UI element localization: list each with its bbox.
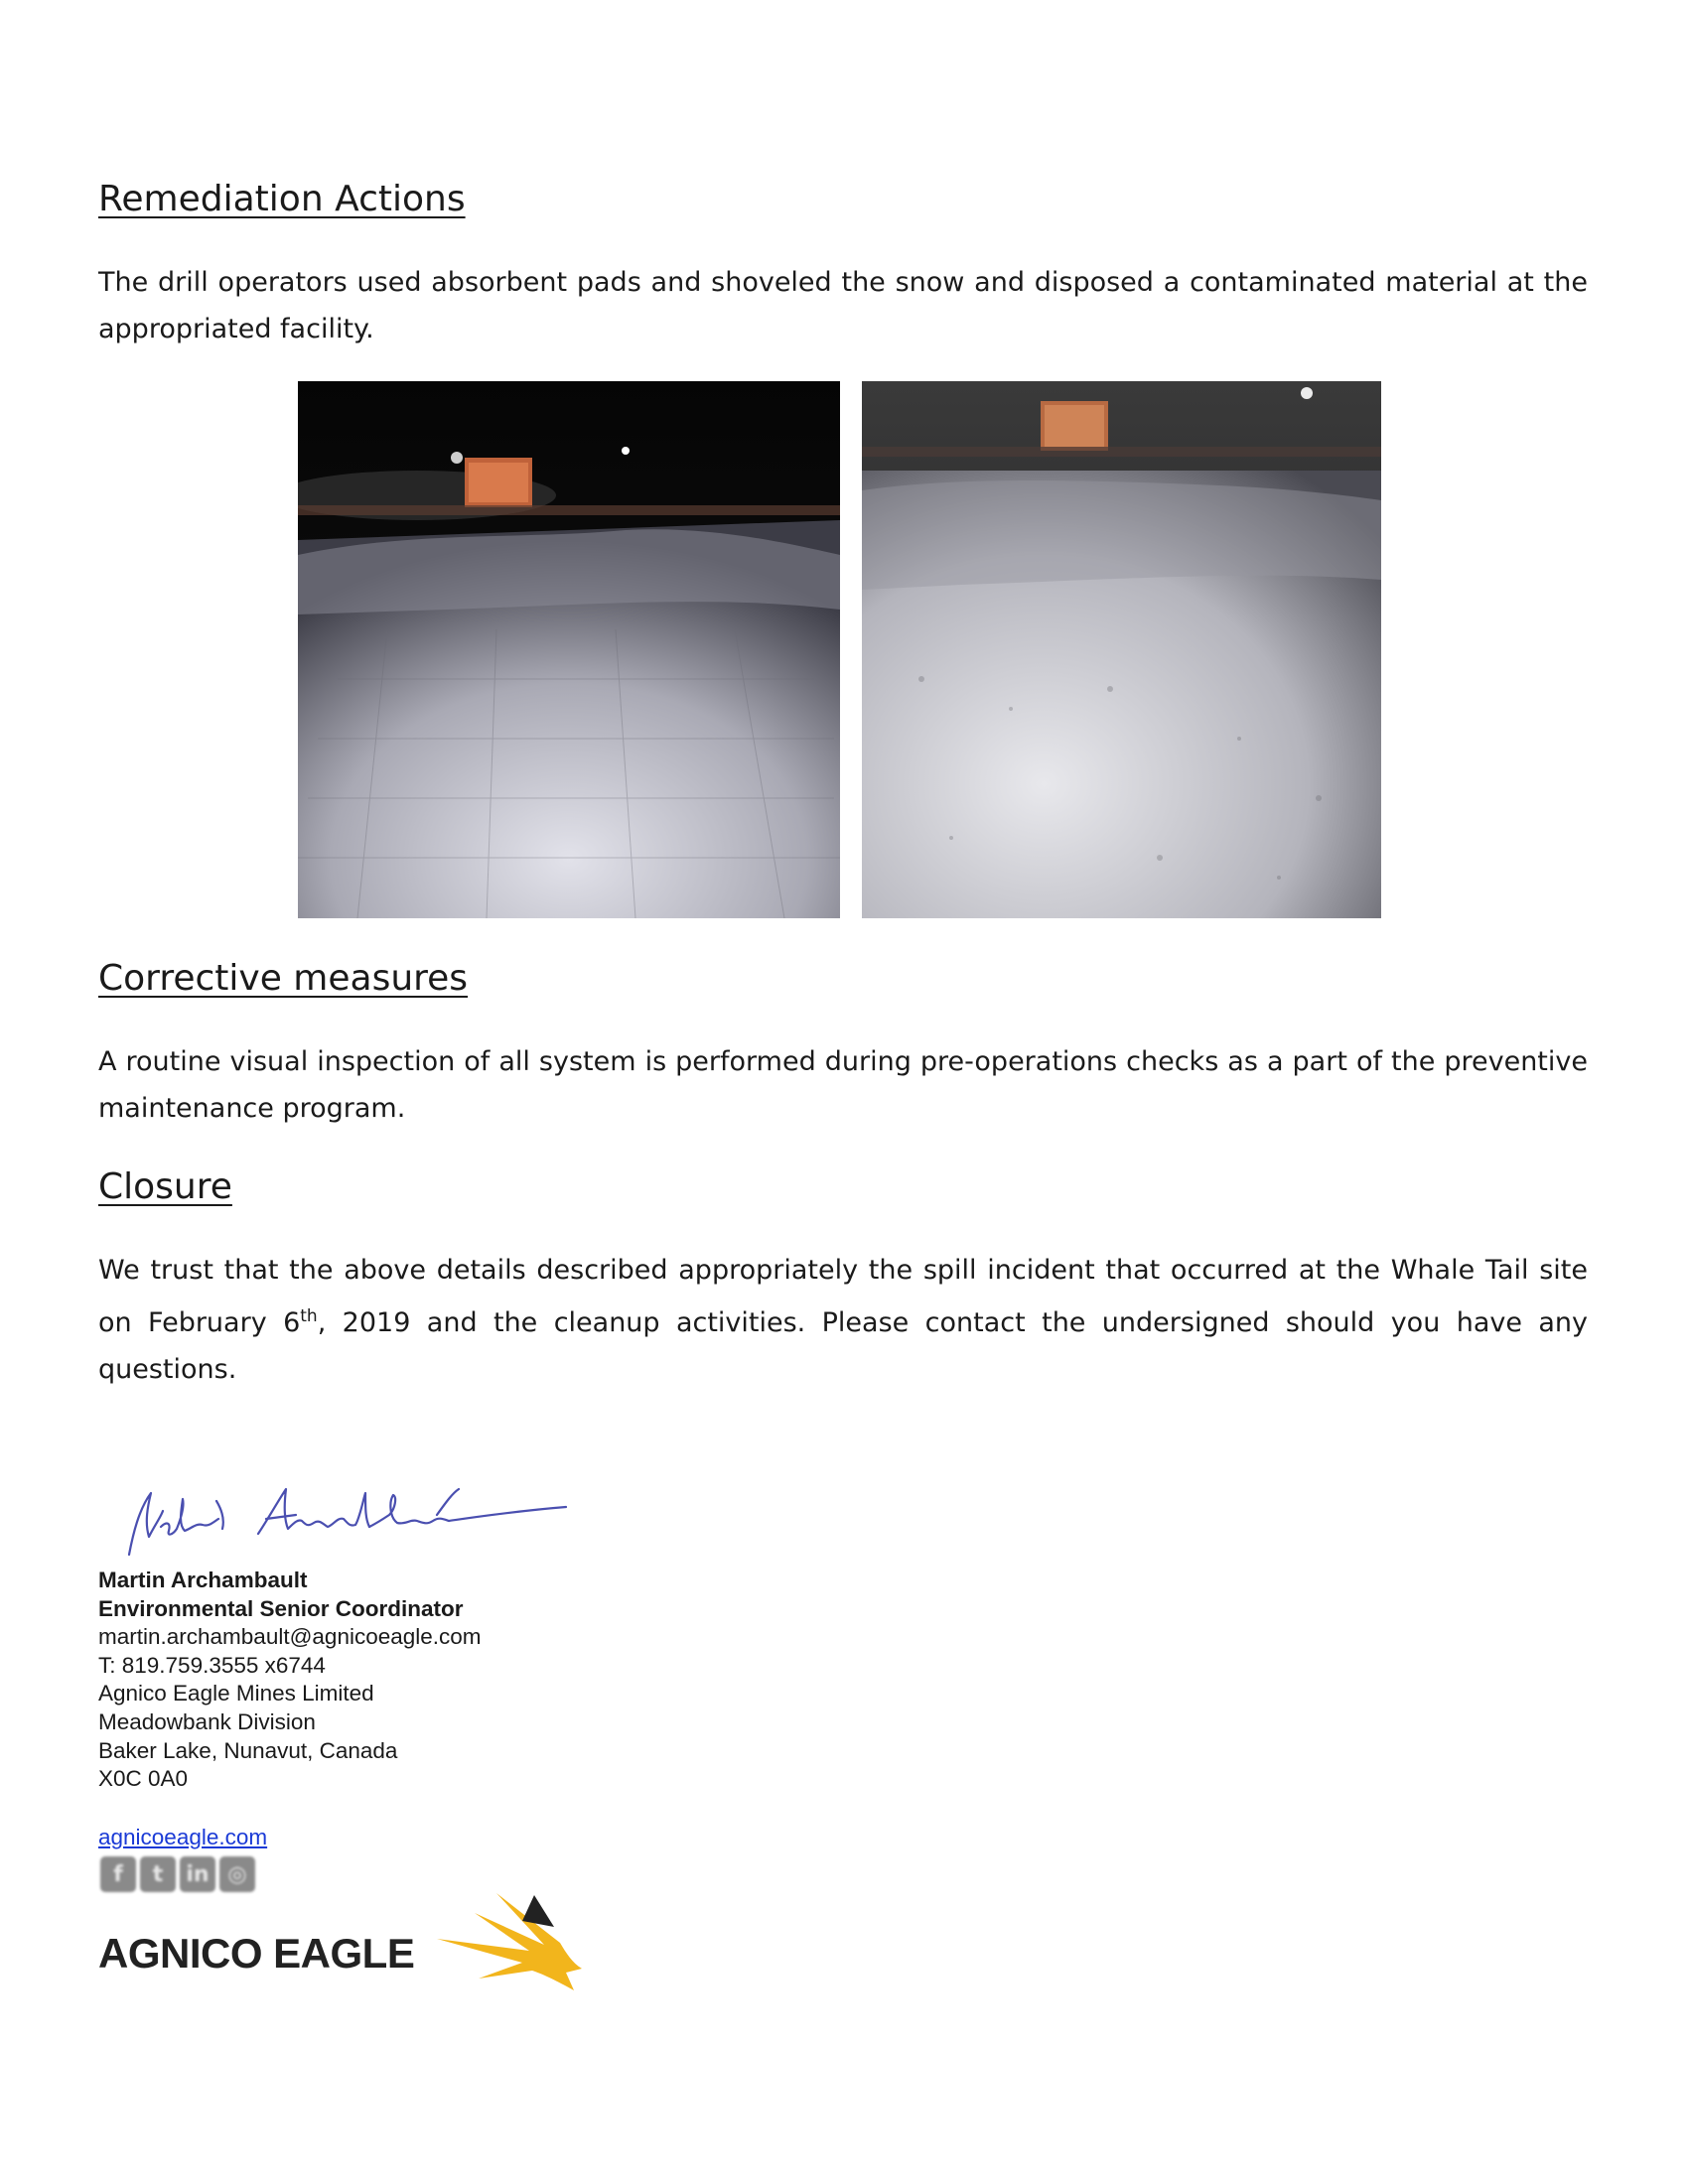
signature-block	[98, 1567, 482, 1794]
remediation-heading: Remediation Actions	[98, 179, 466, 219]
website-link[interactable]: agnicoeagle.com	[98, 1825, 268, 1849]
city-address: Baker Lake, Nunavut, Canada	[98, 1737, 398, 1763]
signatory-phone: T: 819.759.3555 x6744	[98, 1652, 326, 1678]
company-logo-text: AGNICO EAGLE	[98, 1930, 415, 1977]
instagram-icon[interactable]: ◎	[219, 1856, 255, 1892]
closure-heading: Closure	[98, 1166, 232, 1207]
signatory-email: martin.archambault@agnicoeagle.com	[98, 1624, 482, 1650]
eagle-logo-icon	[435, 1891, 584, 1995]
closure-superscript: th	[300, 1306, 318, 1326]
spill-site-photo-2	[862, 381, 1381, 918]
signatory-name: Martin Archambault	[98, 1568, 308, 1592]
postal-code: X0C 0A0	[98, 1766, 189, 1792]
closure-text-end: , 2019 and the cleanup activities. Please contact the undersigned should you have any questions.	[98, 1307, 1588, 1385]
division-name: Meadowbank Division	[98, 1708, 316, 1734]
handwritten-signature	[99, 1479, 576, 1559]
corrective-paragraph: A routine visual inspection of all system is performed during pre-operations checks as a part of the preventive maintenance program.	[98, 1046, 1588, 1124]
linkedin-icon[interactable]: in	[180, 1856, 215, 1892]
social-icons-row	[100, 1856, 255, 1892]
closure-text-start: We trust that the above details described appropriately the spill incident that occurred at the Whale Tail site on February 6	[98, 1255, 1588, 1338]
remediation-paragraph: The drill operators used absorbent pads and shoveled the snow and disposed a contaminated material at the appropriated facility.	[98, 267, 1588, 344]
twitter-icon[interactable]: t	[140, 1856, 176, 1892]
corrective-heading: Corrective measures	[98, 958, 469, 999]
facebook-icon[interactable]: f	[100, 1856, 136, 1892]
company-name: Agnico Eagle Mines Limited	[98, 1681, 374, 1706]
spill-site-photo-1	[298, 381, 840, 918]
closure-paragraph	[98, 1247, 1588, 1393]
signatory-title: Environmental Senior Coordinator	[98, 1595, 464, 1621]
